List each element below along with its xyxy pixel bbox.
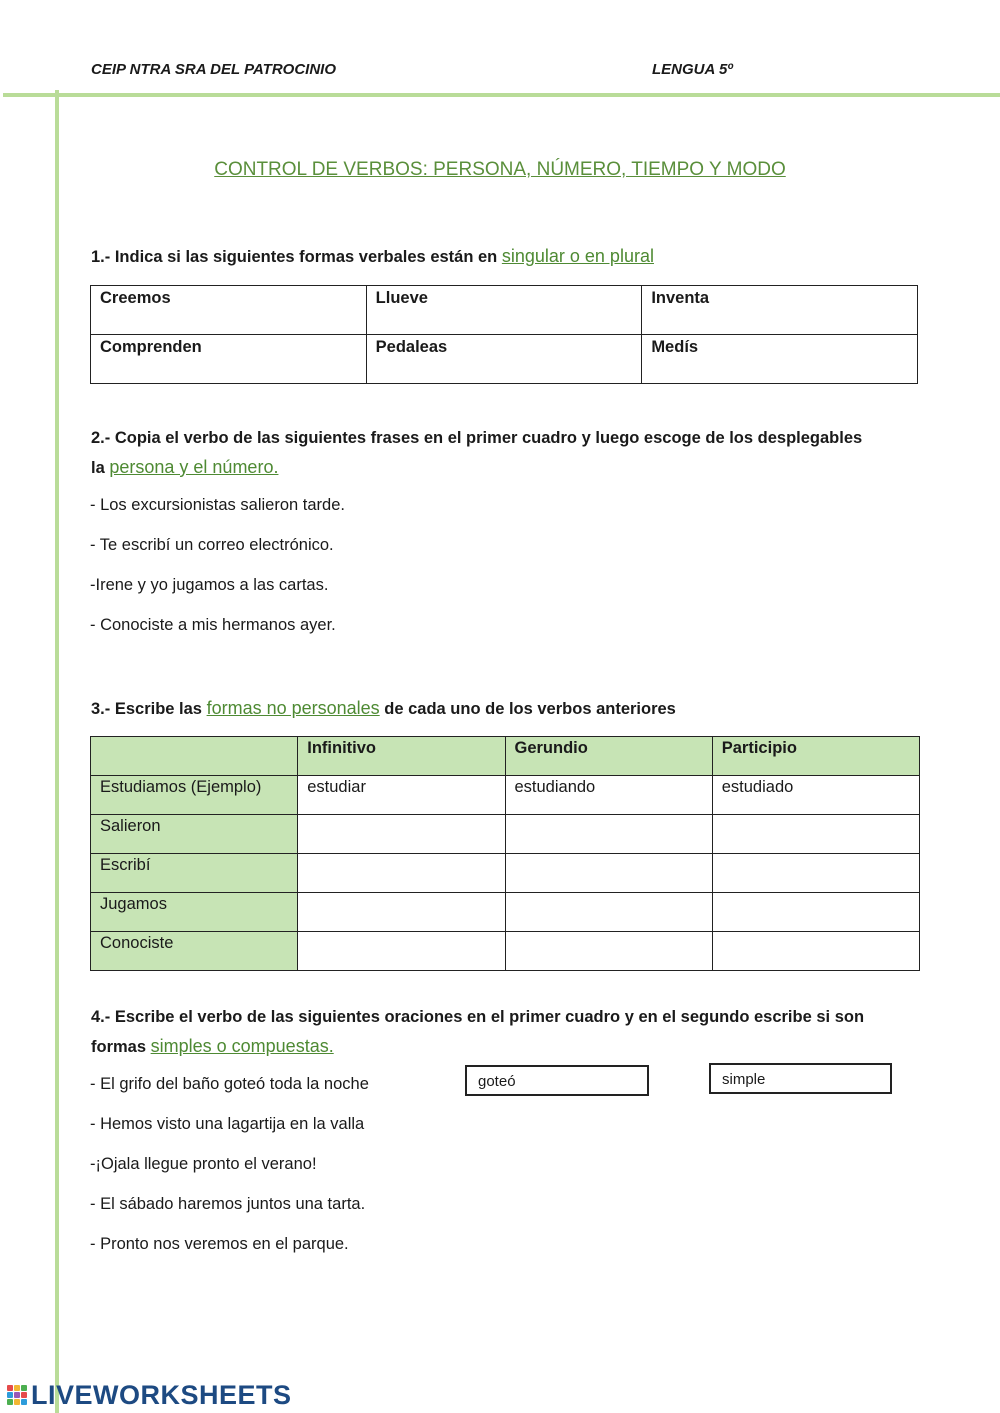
question-4-highlight: simples o compuestas. xyxy=(150,1036,334,1056)
verb-cell: Creemos xyxy=(91,286,367,335)
question-3-text: 3.- Escribe las xyxy=(91,700,202,718)
table-row xyxy=(91,854,920,893)
answer-cell[interactable] xyxy=(712,932,919,971)
sentence: - El grifo del baño goteó toda la noche xyxy=(90,1075,369,1093)
column-header: Gerundio xyxy=(505,737,712,776)
question-2-line1: 2.- Copia el verbo de las siguientes frases en el primer cuadro y luego escoge de los desplegables xyxy=(91,429,863,447)
answer-cell: estudiar xyxy=(298,776,505,815)
logo-text: LIVEWORKSHEETS xyxy=(31,1379,292,1410)
top-rule xyxy=(3,93,1000,97)
answer-cell[interactable] xyxy=(298,854,505,893)
question-4-line2: formas xyxy=(91,1038,147,1056)
answer-cell: estudiando xyxy=(505,776,712,815)
answer-cell[interactable] xyxy=(298,893,505,932)
answer-cell[interactable] xyxy=(712,854,919,893)
answer-cell[interactable] xyxy=(505,815,712,854)
table-header-row xyxy=(91,737,920,776)
sentence: - Los excursionistas salieron tarde. xyxy=(90,496,345,514)
sentence: - El sábado haremos juntos una tarta. xyxy=(90,1195,366,1213)
verb-answer-box[interactable]: goteó xyxy=(465,1065,649,1096)
verb-cell: Pedaleas xyxy=(366,335,642,384)
question-3-heading xyxy=(91,694,676,724)
verb-number-table xyxy=(90,285,918,384)
answer-cell[interactable] xyxy=(712,893,919,932)
answer-cell[interactable] xyxy=(505,932,712,971)
question-4-heading xyxy=(91,1003,864,1062)
answer-cell[interactable] xyxy=(298,932,505,971)
left-rule xyxy=(55,90,59,1413)
question-1-heading xyxy=(91,242,654,272)
answer-cell[interactable] xyxy=(505,854,712,893)
question-3-suffix: de cada uno de los verbos anteriores xyxy=(384,700,676,718)
table-row xyxy=(91,776,920,815)
question-3-highlight: formas no personales xyxy=(206,698,380,718)
table-row xyxy=(91,815,920,854)
column-header: Participio xyxy=(712,737,919,776)
table-row xyxy=(91,335,918,384)
sentence: -¡Ojala llegue pronto el verano! xyxy=(90,1155,317,1173)
column-header xyxy=(91,737,298,776)
answer-cell[interactable] xyxy=(712,815,919,854)
sentence: -Irene y yo jugamos a las cartas. xyxy=(90,576,329,594)
non-personal-forms-table xyxy=(90,736,920,971)
question-4-line1: 4.- Escribe el verbo de las siguientes oraciones en el primer cuadro y en el segundo escribe si son xyxy=(91,1008,865,1026)
row-label: Salieron xyxy=(91,815,298,854)
sentence: - Pronto nos veremos en el parque. xyxy=(90,1235,349,1253)
row-label: Jugamos xyxy=(91,893,298,932)
sentence: - Conociste a mis hermanos ayer. xyxy=(90,616,336,634)
row-label: Estudiamos (Ejemplo) xyxy=(91,776,298,815)
question-1-text: 1.- Indica si las siguientes formas verbales están en xyxy=(91,248,498,266)
answer-cell[interactable] xyxy=(505,893,712,932)
logo-blocks-icon xyxy=(7,1385,27,1405)
answer-cell: estudiado xyxy=(712,776,919,815)
header-subject: LENGUA 5º xyxy=(652,61,733,78)
question-2-line2: la xyxy=(91,459,105,477)
header-school: CEIP NTRA SRA DEL PATROCINIO xyxy=(91,61,337,78)
form-answer-box[interactable]: simple xyxy=(709,1063,892,1094)
liveworksheets-logo xyxy=(7,1381,292,1409)
sentence: - Te escribí un correo electrónico. xyxy=(90,536,334,554)
table-row xyxy=(91,932,920,971)
table-row xyxy=(91,893,920,932)
page-title: CONTROL DE VERBOS: PERSONA, NÚMERO, TIEMPO Y MODO xyxy=(214,159,786,180)
verb-cell: Medís xyxy=(642,335,918,384)
sentence: - Hemos visto una lagartija en la valla xyxy=(90,1115,365,1133)
table-row xyxy=(91,286,918,335)
column-header: Infinitivo xyxy=(298,737,505,776)
answer-cell[interactable] xyxy=(298,815,505,854)
verb-cell: Inventa xyxy=(642,286,918,335)
question-2-highlight: persona y el número. xyxy=(109,457,279,477)
question-1-highlight: singular o en plural xyxy=(501,246,654,266)
row-label: Conociste xyxy=(91,932,298,971)
verb-cell: Comprenden xyxy=(91,335,367,384)
question-2-heading xyxy=(91,424,862,483)
row-label: Escribí xyxy=(91,854,298,893)
verb-cell: Llueve xyxy=(366,286,642,335)
